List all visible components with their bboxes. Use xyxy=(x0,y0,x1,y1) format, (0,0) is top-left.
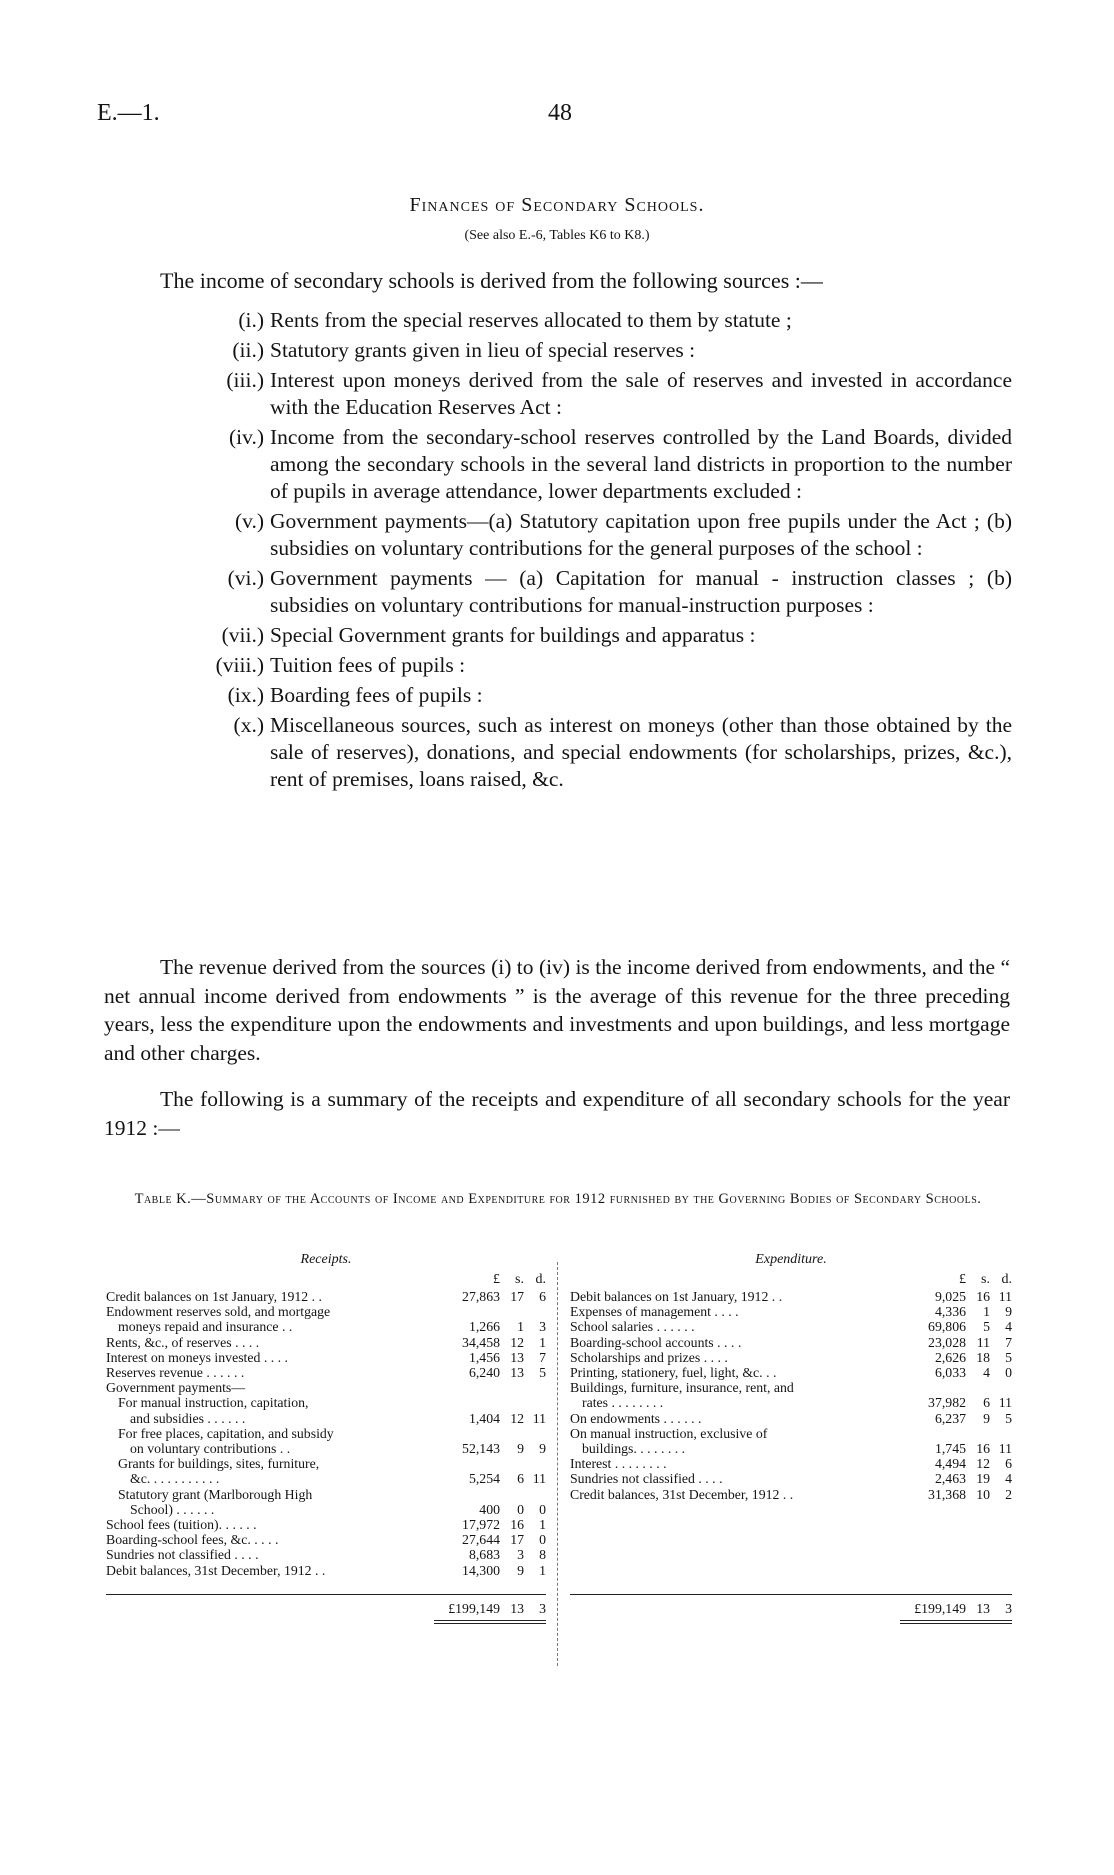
summary-paragraph: The following is a summary of the receipts and expenditure of all secondary schools for the year 1912 :— xyxy=(104,1087,1010,1140)
row-label: Debit balances, 31st December, 1912 . . xyxy=(106,1562,326,1578)
shillings-cell: 16 xyxy=(976,1441,990,1457)
pounds-header: £ xyxy=(959,1272,966,1287)
total-pence: 3 xyxy=(539,1600,546,1616)
pounds-cell: 1,456 xyxy=(468,1349,500,1365)
table-row xyxy=(106,1395,546,1410)
shillings-cell: 12 xyxy=(510,1334,524,1350)
pence-cell: 0 xyxy=(539,1501,546,1517)
row-label: Government payments— xyxy=(106,1380,246,1396)
pence-cell: 0 xyxy=(539,1532,546,1548)
currency-header xyxy=(570,1272,1012,1289)
table-row xyxy=(570,1335,1012,1350)
table-row xyxy=(106,1426,546,1441)
source-item xyxy=(0,307,1114,334)
shillings-cell: 1 xyxy=(517,1319,524,1335)
table-row xyxy=(570,1365,1012,1380)
table-row xyxy=(106,1517,546,1532)
source-number: (vi.) xyxy=(227,566,264,590)
expenditure-rows xyxy=(570,1289,1012,1502)
table-row xyxy=(106,1319,546,1334)
row-label: Printing, stationery, fuel, light, &c. . . xyxy=(570,1365,777,1381)
table-row xyxy=(106,1563,546,1578)
shillings-cell: 11 xyxy=(976,1334,990,1350)
shillings-cell: 16 xyxy=(976,1289,990,1304)
table-row xyxy=(570,1304,1012,1319)
shillings-cell: 9 xyxy=(517,1562,524,1578)
document-reference: E.—1. xyxy=(97,100,160,126)
pounds-cell: 34,458 xyxy=(462,1334,500,1350)
source-item xyxy=(0,565,1114,619)
pence-cell: 1 xyxy=(539,1334,546,1350)
shillings-cell: 3 xyxy=(517,1547,524,1563)
pounds-cell: 27,863 xyxy=(462,1289,500,1304)
source-text: Income from the secondary-school reserves controlled by the Land Boards, divided among the secondary schools in the several land districts in proportion to the number of pupils in average attendance, lower departments excluded : xyxy=(270,425,1012,503)
row-label: Reserves revenue . . . . . . xyxy=(106,1365,245,1381)
source-number: (vii.) xyxy=(221,623,264,647)
source-number: (viii.) xyxy=(215,653,264,677)
intro-sentence: The income of secondary schools is derived from the following sources :— xyxy=(160,268,823,293)
pence-cell: 8 xyxy=(539,1547,546,1563)
total-pounds: £199,149 xyxy=(914,1600,966,1616)
table-row xyxy=(106,1350,546,1365)
table-caption: Table K.—Summary of the Accounts of Income and Expenditure for 1912 furnished by the Governing Bodies of Secondary Schools. xyxy=(134,1191,982,1207)
pounds-cell: 8,683 xyxy=(468,1547,500,1563)
row-label: Rents, &c., of reserves . . . . xyxy=(106,1334,260,1350)
table-row xyxy=(106,1456,546,1471)
shillings-cell: 13 xyxy=(510,1365,524,1381)
row-label: For free places, capitation, and subsidy xyxy=(118,1425,334,1441)
pounds-cell: 17,972 xyxy=(462,1517,500,1533)
source-number: (ix.) xyxy=(227,683,264,707)
table-row xyxy=(570,1456,1012,1471)
pence-cell: 0 xyxy=(1005,1365,1012,1381)
table-row xyxy=(570,1395,1012,1410)
shillings-header: s. xyxy=(515,1272,524,1287)
pence-cell: 4 xyxy=(1005,1319,1012,1335)
pounds-cell: 1,266 xyxy=(468,1319,500,1335)
source-item xyxy=(0,367,1114,421)
table-row xyxy=(570,1411,1012,1426)
pence-cell: 7 xyxy=(539,1349,546,1365)
table-row xyxy=(106,1335,546,1350)
source-text: Rents from the special reserves allocated to them by statute ; xyxy=(270,308,792,332)
source-item xyxy=(0,337,1114,364)
source-item xyxy=(0,712,1114,793)
shillings-header: s. xyxy=(981,1272,990,1287)
table-row xyxy=(106,1411,546,1426)
table-row xyxy=(570,1289,1012,1304)
shillings-cell: 13 xyxy=(510,1349,524,1365)
source-item xyxy=(0,682,1114,709)
shillings-cell: 10 xyxy=(976,1486,990,1502)
column-divider xyxy=(557,1262,558,1666)
pounds-cell: 6,237 xyxy=(934,1410,966,1426)
source-number: (iv.) xyxy=(228,425,264,449)
shillings-cell: 9 xyxy=(983,1410,990,1426)
income-sources-list xyxy=(0,307,1114,796)
pounds-cell: 1,404 xyxy=(468,1410,500,1426)
row-label: Interest on moneys invested . . . . xyxy=(106,1349,289,1365)
receipts-heading: Receipts. xyxy=(300,1252,352,1267)
shillings-cell: 17 xyxy=(510,1532,524,1548)
row-label: School fees (tuition). . . . . . xyxy=(106,1517,257,1533)
pounds-cell: 27,644 xyxy=(462,1532,500,1548)
source-number: (v.) xyxy=(234,509,264,533)
row-label: Debit balances on 1st January, 1912 . . xyxy=(570,1289,783,1304)
source-text: Government payments—(a) Statutory capitation upon free pupils under the Act ; (b) subsidies on voluntary contributions for the general purposes of the school : xyxy=(270,509,1012,560)
receipts-rows xyxy=(106,1289,546,1578)
row-label: Credit balances on 1st January, 1912 . . xyxy=(106,1289,322,1304)
shillings-cell: 12 xyxy=(976,1456,990,1472)
table-row xyxy=(106,1365,546,1380)
table-row xyxy=(106,1380,546,1395)
shillings-cell: 0 xyxy=(517,1501,524,1517)
pounds-cell: 69,806 xyxy=(928,1319,966,1335)
pence-cell: 5 xyxy=(539,1365,546,1381)
shillings-cell: 4 xyxy=(983,1365,990,1381)
row-label: Sundries not classified . . . . xyxy=(106,1547,259,1563)
shillings-cell: 6 xyxy=(983,1395,990,1411)
pence-cell: 2 xyxy=(1005,1486,1012,1502)
table-row xyxy=(106,1471,546,1486)
section-title: Finances of Secondary Schools. xyxy=(409,194,705,216)
source-text: Miscellaneous sources, such as interest on moneys (other than those obtained by the sale of reserves), donations, and special endowments (for scholarships, prizes, &c.), rent of premises, loans raised, &c. xyxy=(270,713,1012,791)
pounds-cell: 5,254 xyxy=(468,1471,500,1487)
expenditure-total-row xyxy=(570,1594,1012,1624)
row-label: Sundries not classified . . . . xyxy=(570,1471,723,1487)
source-item xyxy=(0,508,1114,562)
pence-cell: 4 xyxy=(1005,1471,1012,1487)
shillings-cell: 17 xyxy=(510,1289,524,1304)
row-label: On endowments . . . . . . xyxy=(570,1410,702,1426)
shillings-cell: 16 xyxy=(510,1517,524,1533)
row-label: Statutory grant (Marlborough High xyxy=(118,1486,313,1502)
pounds-cell: 6,033 xyxy=(934,1365,966,1381)
section-subtitle: (See also E.-6, Tables K6 to K8.) xyxy=(464,228,650,243)
pence-cell: 1 xyxy=(539,1517,546,1533)
pounds-cell: 2,626 xyxy=(934,1349,966,1365)
pence-cell: 11 xyxy=(532,1471,546,1487)
table-row xyxy=(106,1502,546,1517)
pence-cell: 5 xyxy=(1005,1410,1012,1426)
row-label: moneys repaid and insurance . . xyxy=(118,1319,293,1335)
pence-header: d. xyxy=(1001,1272,1012,1287)
pounds-cell: 4,494 xyxy=(934,1456,966,1472)
total-shillings: 13 xyxy=(510,1600,524,1616)
pence-cell: 11 xyxy=(998,1441,1012,1457)
pence-cell: 6 xyxy=(539,1289,546,1304)
pounds-cell: 1,745 xyxy=(934,1441,966,1457)
table-row xyxy=(570,1487,1012,1502)
table-row xyxy=(570,1471,1012,1486)
pence-cell: 1 xyxy=(539,1562,546,1578)
pence-cell: 11 xyxy=(532,1410,546,1426)
source-text: Statutory grants given in lieu of special reserves : xyxy=(270,338,696,362)
shillings-cell: 6 xyxy=(517,1471,524,1487)
source-number: (i.) xyxy=(238,308,264,332)
endowment-paragraph: The revenue derived from the sources (i) to (iv) is the income derived from endowments, and the “ net annual income derived from endowments ” is the average of this revenue for the three preceding years, less the expenditure upon the endowments and investments and upon buildings, and less mortgage and other charges. xyxy=(104,955,1010,1065)
table-row xyxy=(106,1532,546,1547)
receipts-table xyxy=(106,1252,546,1624)
source-number: (x.) xyxy=(233,713,264,737)
source-text: Government payments — (a) Capitation for manual - instruction classes ; (b) subsidies on voluntary contributions for manual-instruction purposes : xyxy=(270,566,1012,617)
pounds-header: £ xyxy=(493,1272,500,1287)
source-text: Boarding fees of pupils : xyxy=(270,683,483,707)
source-text: Special Government grants for buildings and apparatus : xyxy=(270,623,756,647)
source-number: (ii.) xyxy=(232,338,264,362)
table-row xyxy=(106,1304,546,1319)
row-label: Expenses of management . . . . xyxy=(570,1304,739,1320)
row-label: buildings. . . . . . . . xyxy=(582,1441,686,1457)
row-label: &c. . . . . . . . . . . xyxy=(130,1471,220,1487)
source-text: Tuition fees of pupils : xyxy=(270,653,466,677)
row-label: Buildings, furniture, insurance, rent, and xyxy=(570,1380,794,1396)
pounds-cell: 9,025 xyxy=(934,1289,966,1304)
shillings-cell: 1 xyxy=(983,1304,990,1320)
shillings-cell: 5 xyxy=(983,1319,990,1335)
pence-cell: 5 xyxy=(1005,1349,1012,1365)
total-pence: 3 xyxy=(1005,1600,1012,1616)
row-label: Endowment reserves sold, and mortgage xyxy=(106,1304,331,1320)
row-label: Scholarships and prizes . . . . xyxy=(570,1349,728,1365)
table-row xyxy=(570,1319,1012,1334)
shillings-cell: 9 xyxy=(517,1441,524,1457)
pounds-cell: 31,368 xyxy=(928,1486,966,1502)
pence-cell: 11 xyxy=(998,1289,1012,1304)
row-label: Boarding-school accounts . . . . xyxy=(570,1334,742,1350)
source-item xyxy=(0,652,1114,679)
total-pounds: £199,149 xyxy=(448,1600,500,1616)
row-label: rates . . . . . . . . xyxy=(582,1395,664,1411)
table-row xyxy=(570,1426,1012,1441)
pence-cell: 11 xyxy=(998,1395,1012,1411)
source-item xyxy=(0,424,1114,505)
pounds-cell: 14,300 xyxy=(462,1562,500,1578)
pounds-cell: 2,463 xyxy=(934,1471,966,1487)
row-label: Grants for buildings, sites, furniture, xyxy=(118,1456,320,1472)
table-row xyxy=(570,1380,1012,1395)
row-label: For manual instruction, capitation, xyxy=(118,1395,309,1411)
row-label: and subsidies . . . . . . xyxy=(130,1410,246,1426)
total-shillings: 13 xyxy=(976,1600,990,1616)
row-label: School salaries . . . . . . xyxy=(570,1319,695,1335)
table-row xyxy=(570,1350,1012,1365)
pounds-cell: 6,240 xyxy=(468,1365,500,1381)
table-row xyxy=(106,1547,546,1562)
shillings-cell: 19 xyxy=(976,1471,990,1487)
pence-cell: 7 xyxy=(1005,1334,1012,1350)
expenditure-table xyxy=(570,1252,1012,1624)
expenditure-heading: Expenditure. xyxy=(755,1252,827,1267)
shillings-cell: 18 xyxy=(976,1349,990,1365)
pounds-cell: 4,336 xyxy=(934,1304,966,1320)
pounds-cell: 23,028 xyxy=(928,1334,966,1350)
source-text: Interest upon moneys derived from the sale of reserves and invested in accordance with the Education Reserves Act : xyxy=(270,368,1012,419)
row-label: School) . . . . . . xyxy=(130,1501,215,1517)
pence-cell: 9 xyxy=(1005,1304,1012,1320)
source-item xyxy=(0,622,1114,649)
pence-cell: 6 xyxy=(1005,1456,1012,1472)
pence-header: d. xyxy=(535,1272,546,1287)
pounds-cell: 37,982 xyxy=(928,1395,966,1411)
table-row xyxy=(106,1487,546,1502)
row-label: Interest . . . . . . . . xyxy=(570,1456,667,1472)
shillings-cell: 12 xyxy=(510,1410,524,1426)
pence-cell: 3 xyxy=(539,1319,546,1335)
row-label: on voluntary contributions . . xyxy=(130,1441,291,1457)
table-row xyxy=(570,1441,1012,1456)
table-row xyxy=(106,1289,546,1304)
pounds-cell: 400 xyxy=(479,1501,500,1517)
row-label: Credit balances, 31st December, 1912 . . xyxy=(570,1486,794,1502)
table-row xyxy=(106,1441,546,1456)
source-number: (iii.) xyxy=(226,368,264,392)
receipts-total-row xyxy=(106,1594,546,1624)
pence-cell: 9 xyxy=(539,1441,546,1457)
row-label: Boarding-school fees, &c. . . . . xyxy=(106,1532,279,1548)
page-number: 48 xyxy=(548,100,572,126)
row-label: On manual instruction, exclusive of xyxy=(570,1425,768,1441)
pounds-cell: 52,143 xyxy=(462,1441,500,1457)
currency-header xyxy=(106,1272,546,1289)
